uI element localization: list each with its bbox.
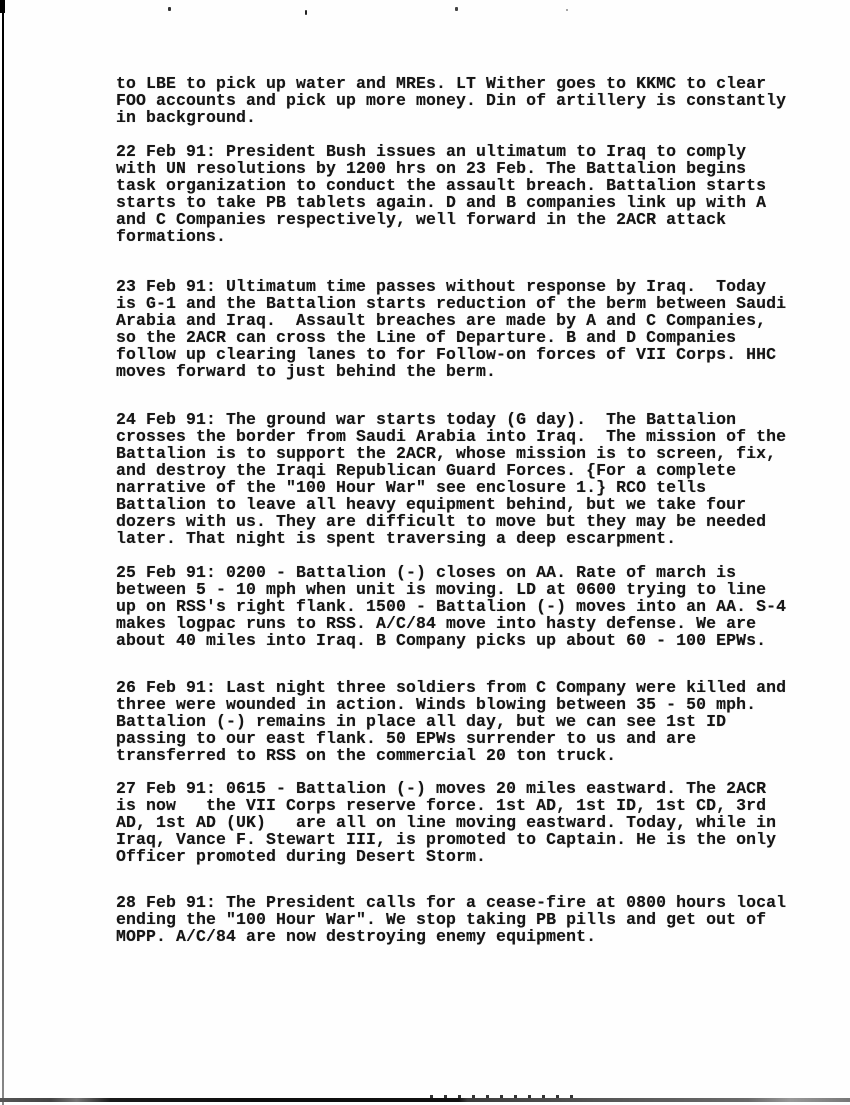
paragraph (116, 564, 806, 649)
text-line: crosses the border from Saudi Arabia into Iraq. The mission of the (116, 427, 787, 446)
text-line: dozers with us. They are difficult to move but they may be needed (116, 512, 767, 531)
text-line: and destroy the Iraqi Republican Guard Forces. {For a complete (116, 461, 737, 480)
paragraph (116, 75, 806, 126)
paragraph (116, 780, 806, 865)
text-line: is G-1 and the Battalion starts reduction of the berm between Saudi (116, 294, 787, 313)
text-line: AD, 1st AD (UK) are all on line moving eastward. Today, while in (116, 813, 777, 832)
text-line: Officer promoted during Desert Storm. (116, 847, 487, 866)
paragraph (116, 278, 806, 380)
text-line: 22 Feb 91: President Bush issues an ultimatum to Iraq to comply (116, 142, 747, 161)
text-line: MOPP. A/C/84 are now destroying enemy equipment. (116, 927, 597, 946)
text-line: so the 2ACR can cross the Line of Departure. B and D Companies (116, 328, 737, 347)
text-line: 25 Feb 91: 0200 - Battalion (-) closes on AA. Rate of march is (116, 563, 737, 582)
text-line: Battalion (-) remains in place all day, but we can see 1st ID (116, 712, 727, 731)
text-line: formations. (116, 227, 227, 246)
text-line: three were wounded in action. Winds blowing between 35 - 50 mph. (116, 695, 757, 714)
paragraph (116, 679, 806, 764)
text-line: and C Companies respectively, well forward in the 2ACR attack (116, 210, 727, 229)
text-line: in background. (116, 108, 257, 127)
text-line: passing to our east flank. 50 EPWs surrender to us and are (116, 729, 697, 748)
text-line: follow up clearing lanes to for Follow-on forces of VII Corps. HHC (116, 345, 777, 364)
text-line: 23 Feb 91: Ultimatum time passes without response by Iraq. Today (116, 277, 767, 296)
text-line: 24 Feb 91: The ground war starts today (G day). The Battalion (116, 410, 737, 429)
document-body (116, 75, 806, 945)
text-line: about 40 miles into Iraq. B Company picks up about 60 - 100 EPWs. (116, 631, 767, 650)
text-line: with UN resolutions by 1200 hrs on 23 Feb. The Battalion begins (116, 159, 747, 178)
scan-speck (168, 7, 171, 11)
text-line: 28 Feb 91: The President calls for a cease-fire at 0800 hours local (116, 893, 787, 912)
text-line: makes logpac runs to RSS. A/C/84 move into hasty defense. We are (116, 614, 757, 633)
text-line: 26 Feb 91: Last night three soldiers from C Company were killed and (116, 678, 787, 697)
scan-bottom-band (0, 1098, 850, 1102)
text-line: Arabia and Iraq. Assault breaches are made by A and C Companies, (116, 311, 767, 330)
scan-speck (305, 10, 307, 15)
text-line: later. That night is spent traversing a deep escarpment. (116, 529, 677, 548)
text-line: Iraq, Vance F. Stewart III, is promoted to Captain. He is the only (116, 830, 777, 849)
paragraph (116, 894, 806, 945)
scan-edge-line (2, 0, 4, 1105)
text-line: is now the VII Corps reserve force. 1st AD, 1st ID, 1st CD, 3rd (116, 796, 767, 815)
text-line: FOO accounts and pick up more money. Din of artillery is constantly (116, 91, 787, 110)
text-line: Battalion to leave all heavy equipment behind, but we take four (116, 495, 747, 514)
text-line: starts to take PB tablets again. D and B companies link up with A (116, 193, 767, 212)
text-line: task organization to conduct the assault breach. Battalion starts (116, 176, 767, 195)
text-line: 27 Feb 91: 0615 - Battalion (-) moves 20 miles eastward. The 2ACR (116, 779, 767, 798)
text-line: to LBE to pick up water and MREs. LT Wither goes to KKMC to clear (116, 74, 767, 93)
text-line: moves forward to just behind the berm. (116, 362, 497, 381)
paragraph (116, 143, 806, 245)
text-line: transferred to RSS on the commercial 20 ton truck. (116, 746, 617, 765)
text-line: narrative of the "100 Hour War" see enclosure 1.} RCO tells (116, 478, 707, 497)
paragraph (116, 411, 806, 547)
text-line: Battalion is to support the 2ACR, whose mission is to screen, fix, (116, 444, 777, 463)
scan-speck (566, 9, 568, 11)
scan-speck (455, 7, 458, 11)
text-line: ending the "100 Hour War". We stop taking PB pills and get out of (116, 910, 767, 929)
text-line: between 5 - 10 mph when unit is moving. LD at 0600 trying to line (116, 580, 767, 599)
text-line: up on RSS's right flank. 1500 - Battalion (-) moves into an AA. S-4 (116, 597, 787, 616)
